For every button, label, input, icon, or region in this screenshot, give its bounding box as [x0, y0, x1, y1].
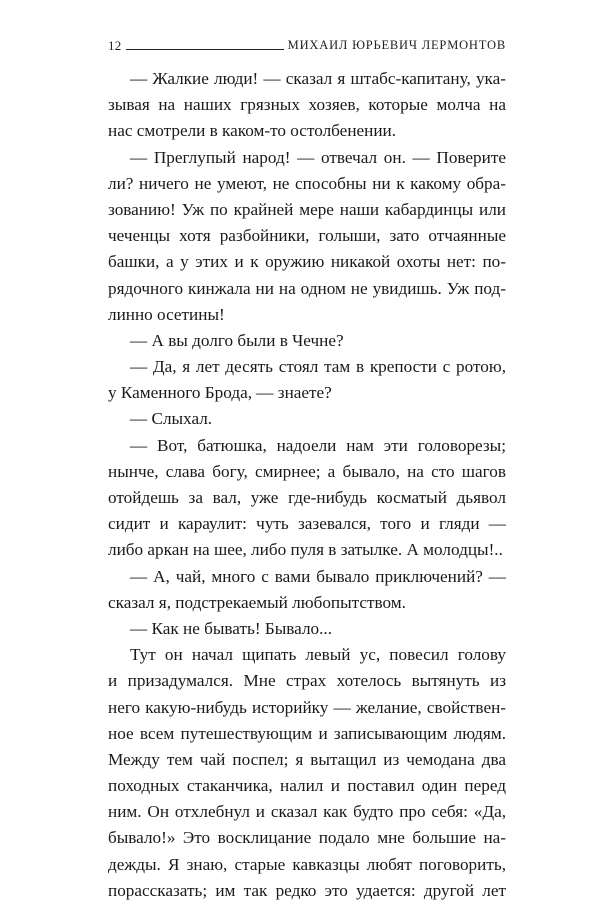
text-line: башки, а у этих и к оружию никакой охоты нет: по-	[108, 252, 506, 272]
text-line: Тут он начал щипать левый ус, повесил голову	[130, 645, 506, 665]
text-line: бывало!» Это восклицание подало мне большие на-	[108, 828, 506, 848]
body-text	[108, 66, 506, 904]
text-line: него какую-нибудь историйку — желание, свойствен-	[108, 697, 506, 717]
text-line: порассказать; им так редко это удается: другой лет	[108, 880, 506, 900]
text-line: походных стаканчика, налил и поставил один перед	[108, 776, 506, 796]
text-line: — Жалкие люди! — сказал я штабс-капитану, ука-	[130, 69, 506, 88]
text-line: нынче, слава богу, смирнее; а бывало, на сто шагов	[108, 461, 506, 481]
text-line: — А вы долго были в Чечне?	[130, 330, 344, 350]
text-line: дежды. Я знаю, старые кавказцы любят поговорить,	[108, 854, 506, 874]
text-line: отойдешь за вал, уже где-нибудь косматый дьявол	[108, 488, 506, 507]
text-line: — Да, я лет десять стоял там в крепости с ротою,	[130, 357, 506, 377]
text-line: зованию! Уж по крайней мере наши кабардинцы или	[108, 199, 506, 219]
text-line: и призадумался. Мне страх хотелось вытянуть из	[108, 671, 506, 691]
page-number: 12	[108, 38, 122, 53]
text-line: — Вот, батюшка, надоели нам эти головорезы;	[130, 435, 506, 455]
text-line: — Как не бывать! Бывало...	[130, 618, 333, 638]
text-line: ное всем путешествующим и записывающим людям.	[108, 723, 506, 743]
text-line: у Каменного Брода, — знаете?	[108, 383, 332, 403]
text-line: нас смотрели в каком-то остолбенении.	[108, 121, 397, 141]
text-line: — Слыхал.	[130, 409, 213, 429]
running-head	[108, 38, 506, 53]
text-line: линно осетины!	[108, 304, 225, 324]
text-line: — А, чай, много с вами бывало приключений? —	[130, 566, 506, 586]
text-line: рядочного кинжала ни на одном не увидишь. Уж под-	[108, 278, 506, 298]
text-line: Между тем чай поспел; я вытащил из чемодана два	[108, 749, 506, 769]
text-line: чеченцы хотя разбойники, голыши, зато отчаянные	[108, 226, 506, 246]
text-line: сидит и караулит: чуть зазевался, того и гляди —	[108, 514, 506, 534]
text-line: либо аркан на шее, либо пуля в затылке. А молодцы!..	[108, 540, 503, 560]
text-line: ли? ничего не умеют, не способны ни к какому обра-	[108, 173, 506, 193]
header-rule	[126, 49, 284, 50]
text-line: сказал я, подстрекаемый любопытством.	[108, 592, 406, 612]
running-head-author: МИХАИЛ ЮРЬЕВИЧ ЛЕРМОНТОВ	[287, 38, 506, 52]
text-line: зывая на наших грязных хозяев, которые молча на	[108, 95, 506, 115]
text-line: ним. Он отхлебнул и сказал как будто про себя: «Да,	[108, 802, 506, 822]
text-line: — Преглупый народ! — отвечал он. — Поверите	[130, 147, 506, 167]
